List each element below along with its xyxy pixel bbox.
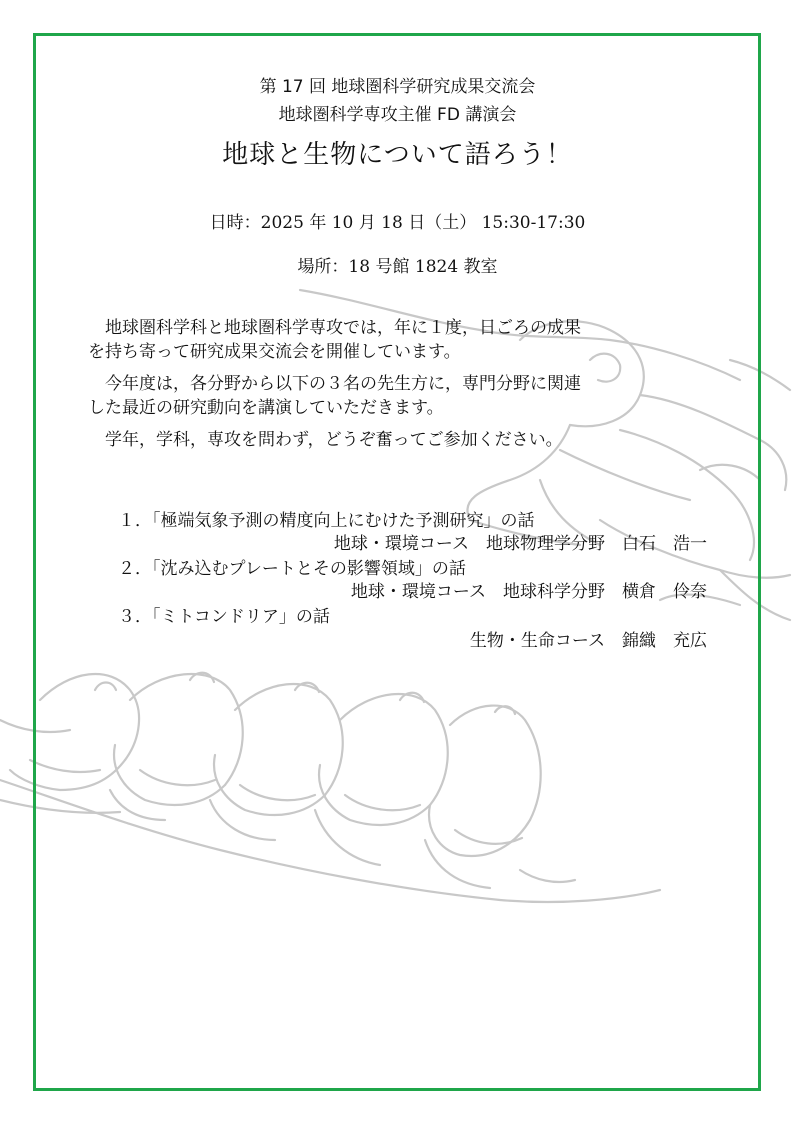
- venue: 場所：18 号館 1824 教室: [297, 257, 498, 277]
- event-series-title: 第 17 回 地球圏科学研究成果交流会: [259, 77, 536, 97]
- date-time: 日時：2025 年 10 月 18 日（土） 15:30-17:30: [209, 213, 586, 233]
- intro-paragraph-line: 学年，学科，専攻を問わず，どうぞ奮ってご参加ください。: [88, 430, 563, 450]
- intro-paragraph-line: した最近の研究動向を講演していただきます。: [88, 398, 444, 418]
- talk-2-title: ２．「沈み込むプレートとその影響領域」の話: [118, 559, 466, 579]
- main-title: 地球と生物について語ろう！: [222, 140, 573, 170]
- talk-1-speaker: 地球・環境コース 地球物理学分野 白石 浩一: [333, 534, 707, 554]
- talk-3-speaker: 生物・生命コース 錦織 充広: [469, 631, 707, 651]
- talk-2-speaker: 地球・環境コース 地球科学分野 横倉 伶奈: [350, 582, 707, 602]
- event-subtitle: 地球圏科学専攻主催 FD 講演会: [278, 105, 517, 125]
- intro-paragraph-line: 地球圏科学科と地球圏科学専攻では，年に１度，日ごろの成果: [88, 318, 581, 338]
- intro-paragraph-line: 今年度は，各分野から以下の３名の先生方に，専門分野に関連: [88, 374, 581, 394]
- talk-3-title: ３．「ミトコンドリア」の話: [118, 607, 330, 627]
- talk-1-title: １．「極端気象予測の精度向上にむけた予測研究」の話: [118, 511, 535, 531]
- intro-paragraph-line: を持ち寄って研究成果交流会を開催しています。: [88, 342, 461, 362]
